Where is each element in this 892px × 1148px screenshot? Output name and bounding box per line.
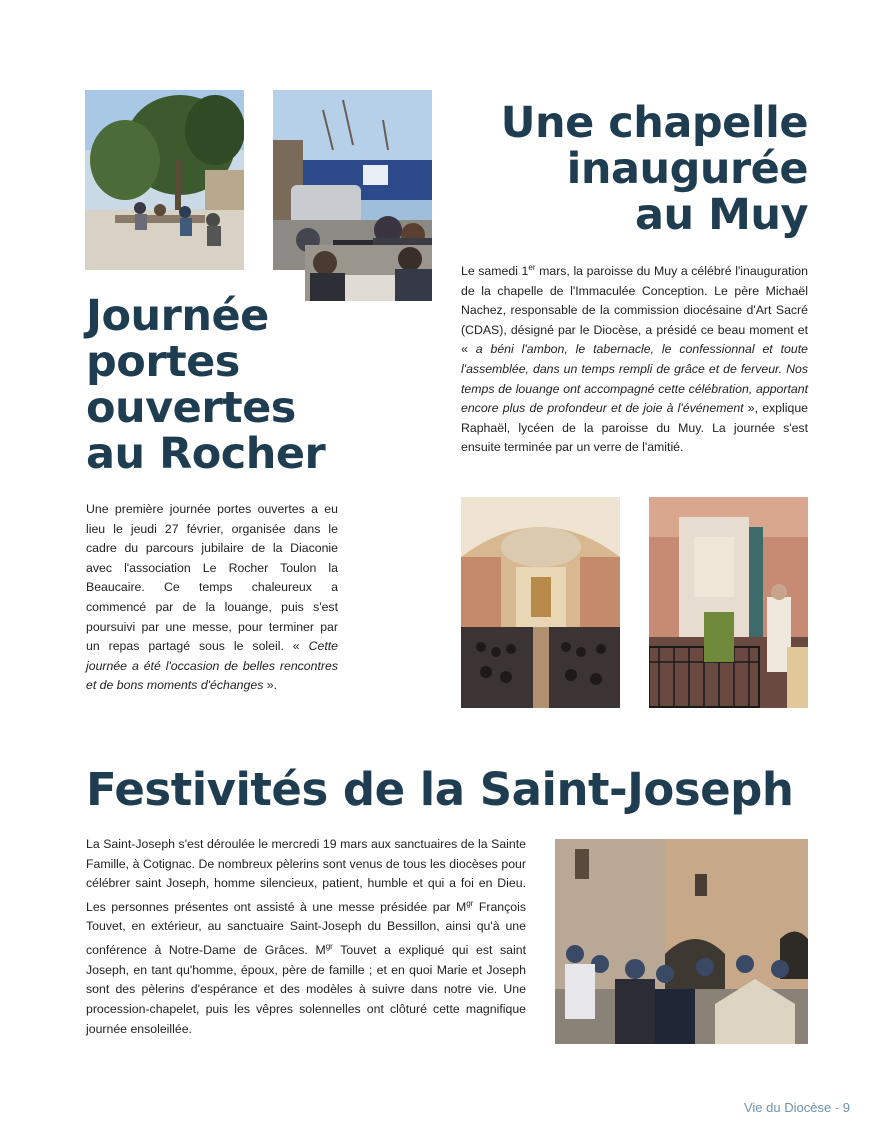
article-title-chapelle — [440, 100, 808, 238]
page-footer — [744, 1100, 850, 1115]
quote: Cette journée a été l'occasion de belles rencontres et de bons moments d'échanges — [86, 639, 338, 693]
title-line: au Rocher — [86, 429, 326, 479]
text-span: », explique Raphaël, lycéen de la paroisse du Muy. La journée s'est ensuite terminée par un verre de l'amitié. — [461, 401, 808, 455]
page-number: 9 — [842, 1100, 850, 1115]
article-body-chapelle — [461, 258, 808, 458]
photo-cotignac-courtyard — [555, 839, 808, 1044]
article-title-joseph: Festivités de la Saint-Joseph — [86, 763, 794, 816]
photo-meal-group-van — [273, 90, 432, 270]
text-span: Une première journée portes ouvertes a eu lieu le jeudi 27 février, organisée dans le cadre du parcours jubilaire de la Diaconie avec l'association Le Rocher Toulon la Beaucaire. Ce temps chaleureux a commencé par de la louange, puis s'est poursuivi par une messe, pour terminer par un repas partagé sous le soleil. « — [86, 502, 338, 654]
photo-chapel-nave — [461, 497, 620, 708]
photo-chapel-altar-blessing — [649, 497, 808, 708]
title-line: Une chapelle — [500, 98, 808, 148]
text-span: ». — [263, 678, 278, 693]
text-span: Le samedi 1 — [461, 264, 529, 279]
footer-separator: - — [831, 1100, 843, 1115]
title-line: portes — [86, 337, 240, 387]
superscript: er — [528, 263, 536, 272]
superscript: gr — [325, 942, 333, 952]
footer-section: Vie du Diocèse — [743, 1100, 832, 1115]
title-line: ouvertes — [86, 383, 296, 433]
text-span: Touvet a expliqué qui est saint Joseph, en tant qu'homme, époux, père de famille ; et en quoi Marie et Joseph sont des pèlerins d'espérance et des modèles à suivre dans notre vie. Une procession-chapelet, puis les vêpres solennelles ont clôturé cette magnifique journée ensoleillée. — [86, 943, 526, 1036]
quote: a béni l'ambon, le tabernacle, le confessionnal et toute l'assemblée, dans un temps rempli de grâce et de ferveur. Nos temps de louange ont accompagné cette célébration, apportant encore plus de profondeur et de joie à l'événement — [461, 342, 808, 416]
text-span: François Touvet, en extérieur, au sanctuaire Saint-Joseph du Bessillon, ainsi qu'à une conférence à Notre-Dame de Grâces. M — [86, 899, 526, 958]
article-title-journee — [86, 293, 386, 477]
article-body-journee — [86, 500, 338, 696]
title-line: au Muy — [634, 190, 808, 240]
superscript: gr — [466, 898, 474, 908]
title-line: inaugurée — [566, 144, 808, 194]
text-span: mars, la paroisse du Muy a célébré l'inauguration de la chapelle de l'Immaculée Conception. Le père Michaël Nachez, responsable de la commission diocésaine d'Art Sacré (CDAS), désigné par le Diocèse, a présidé ce beau moment et « — [461, 264, 808, 357]
text-span: La Saint-Joseph s'est déroulée le mercredi 19 mars aux sanctuaires de la Sainte Famille, à Cotignac. De nombreux pèlerins sont venus de tous les diocèses pour célébrer saint Joseph, homme silencieux, patient, humble et qui a foi en Dieu. Les personnes présentes ont assisté à une messe présidée par M — [86, 837, 526, 914]
title-line: Journée — [86, 291, 269, 341]
photo-outdoor-meal-trees — [85, 90, 244, 270]
article-body-joseph — [86, 835, 526, 1039]
